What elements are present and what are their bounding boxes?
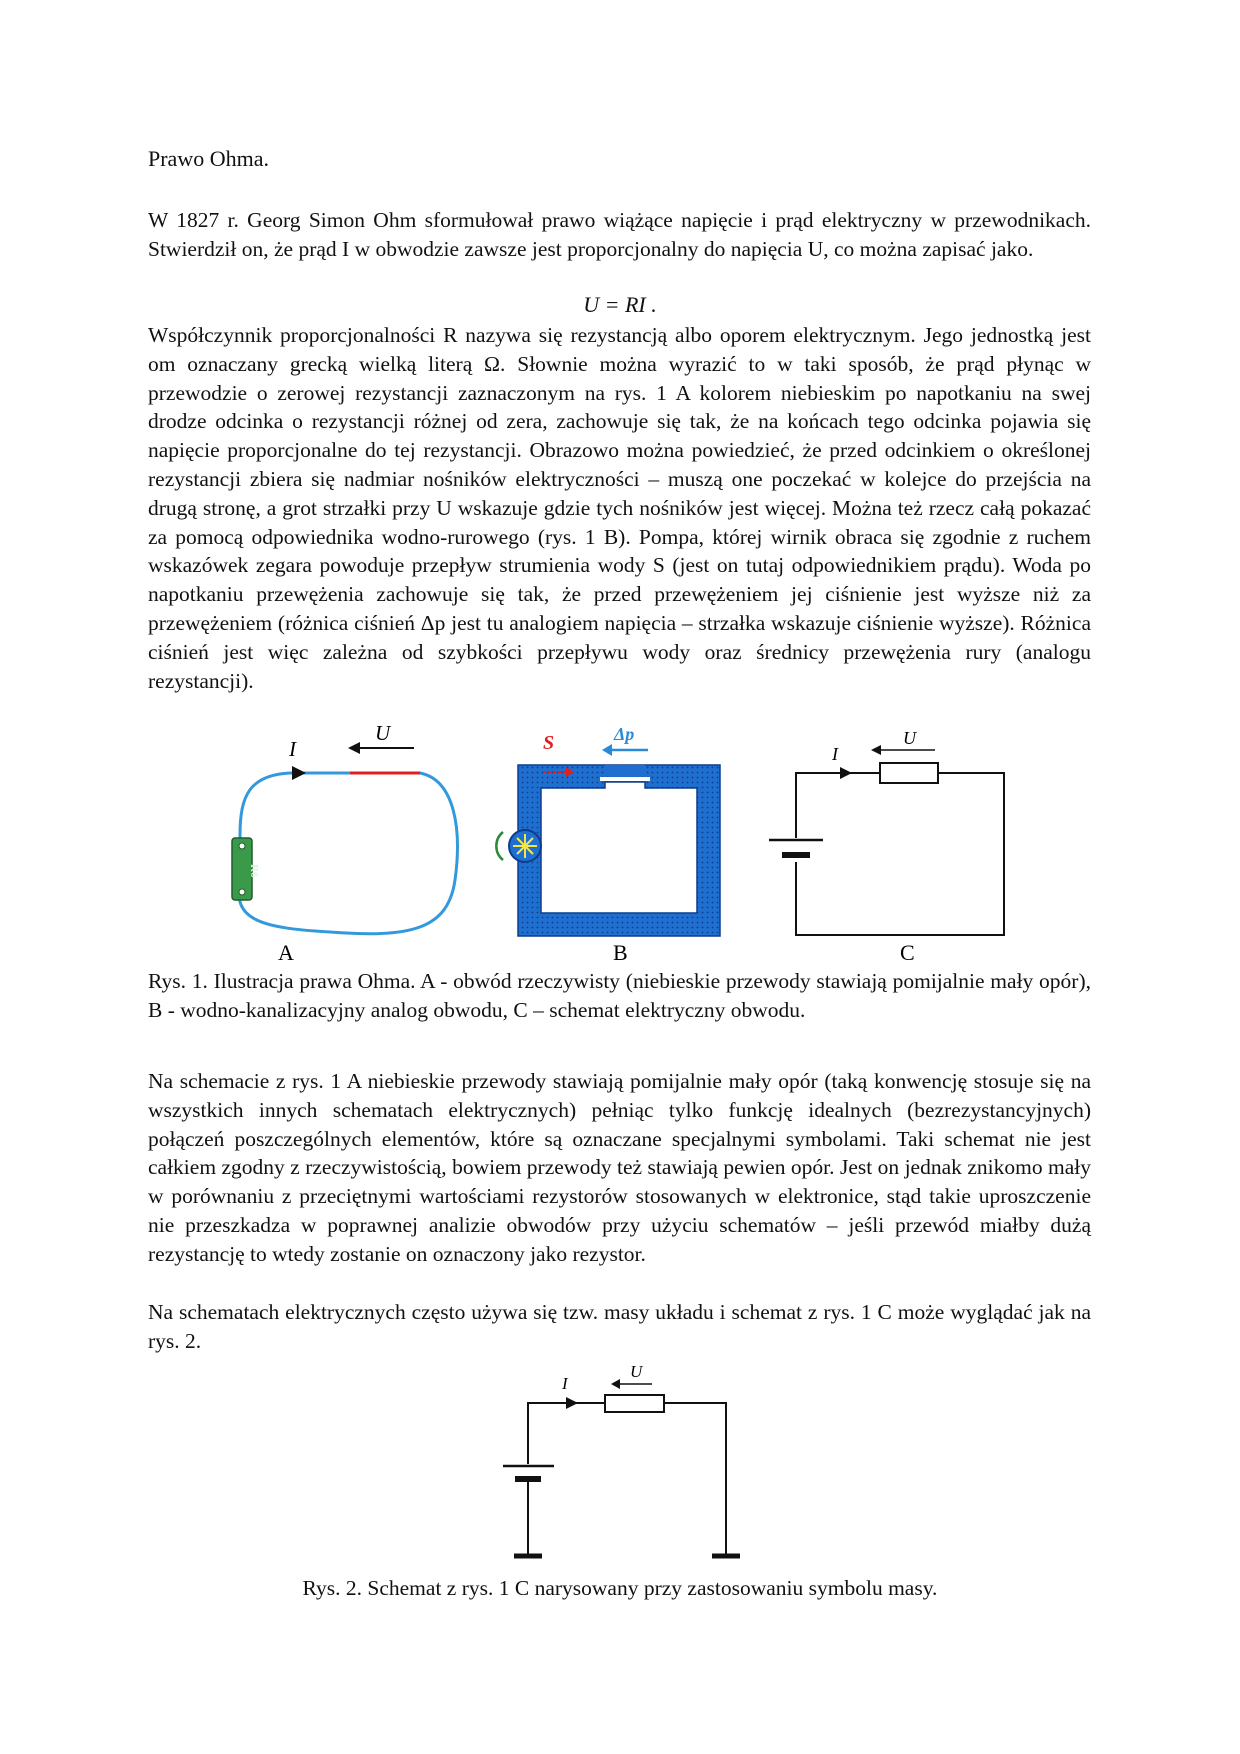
current-arrow-head [292, 766, 306, 780]
voltage-arrow-head-a [348, 742, 360, 754]
figure-1b-label: B [613, 940, 628, 965]
voltage-arrow-head-c [871, 745, 881, 755]
page-title: Prawo Ohma. [148, 146, 269, 171]
current-label-a: I [289, 737, 296, 761]
pressure-label: Δp [614, 724, 635, 744]
fig2-wire-right [664, 1403, 726, 1555]
schematic-wire-left [796, 773, 880, 838]
paragraph-resistance: Współczynnik proporcjonalności R nazywa się rezystancją albo oporem elektrycznym. Jego jednostką jest om oznaczany grecką wielką literą Ω. Słownie można wyrazić to w taki sposób, że prąd płynąc w przewodzie o zerowej rezystancji zaznaczonym na rys. 1 A kolorem niebieskim po napotkaniu na swej drodze odcinka o rezystancji różnej od zera, zachowuje się tak, że na końcach tego odcinka pojawia się napięcie proporcjonalne do tej rezystancji. Obrazowo można powiedzieć, że przed odcinkiem o określonej rezystancji zbiera się nadmiar nośników elektryczności – muszą one poczekać w kolejce do przejścia na drugą stronę, a grot strzałki przy U wskazuje gdzie tych nośników jest więcej. Można też rzecz całą pokazać za pomocą odpowiednika wodno-rurowego (rys. 1 B). Pompa, której wirnik obraca się zgodnie z ruchem wskazówek zegara powoduje przepływ strumienia wody S (jest on tutaj odpowiednikiem prądu). Woda po napotkaniu przewężenia zachowuje się tak, że przed przewężeniem jej ciśnienie jest wyższe niż za przewężeniem (różnica ciśnień Δp jest tu analogiem napięcia – strzałka wskazuje ciśnienie wyższe). Różnica ciśnień jest więc zależna od szybkości przepływu wody oraz średnicy przewężenia rury (analogu rezystancji). [148, 323, 1091, 693]
battery-terminal-top [239, 843, 245, 849]
pipe-frame [518, 765, 720, 936]
voltage-label-a: U [375, 721, 391, 745]
battery-terminal-bottom [239, 889, 245, 895]
paragraph-ground: Na schematach elektrycznych często używa się tzw. masy układu i schemat z rys. 1 C może wyglądać jak na rys. 2. [148, 1300, 1091, 1353]
fig2-voltage-label: U [630, 1362, 643, 1381]
fig2-current-label: I [562, 1374, 568, 1393]
flow-label: S [543, 732, 555, 754]
figure-1a-label: A [278, 940, 294, 965]
rotation-arrow-icon [496, 832, 503, 860]
fig2-resistor [605, 1395, 664, 1412]
battery-marking: R6 [248, 864, 260, 878]
figure-1a-real-circuit [232, 721, 457, 965]
figure-2-caption: Rys. 2. Schemat z rys. 1 C narysowany przy zastosowaniu symbolu masy. [302, 1576, 938, 1600]
figure-1c-label: C [900, 940, 915, 965]
schematic-wire-right [796, 773, 1004, 935]
figure-1b-water-analogue [496, 724, 720, 965]
figure-1c-schematic [769, 745, 1004, 935]
fig2-current-arrow-head [566, 1397, 578, 1409]
fig2-voltage-arrow-head [611, 1379, 620, 1389]
pressure-arrow-head [602, 744, 612, 756]
schematic-resistor [880, 763, 938, 783]
voltage-label-c: U [903, 728, 916, 748]
wire-loop [239, 773, 458, 934]
current-label-c: I [832, 744, 838, 764]
ohm-formula: U = RI . [583, 292, 657, 317]
pipe-constriction [605, 765, 645, 775]
paragraph-intro: W 1827 r. Georg Simon Ohm sformułował prawo wiążące napięcie i prąd elektryczny w przewodnikach. Stwierdził on, że prąd I w obwodzie zawsze jest proporcjonalny do napięcia U, co można zapisać jako. [148, 208, 1091, 261]
figure-2 [0, 1360, 1240, 1570]
paragraph-schematic: Na schemacie z rys. 1 A niebieskie przewody stawiają pomijalnie mały opór (taką konwencję stosuje się na wszystkich innych schematach elektrycznych) pełniąc tylko funkcję idealnych (bezrezystancyjnych) połączeń poszczególnych elementów, które są oznaczane specjalnymi symbolami. Taki schemat nie jest całkiem zgodny z rzeczywistością, bowiem przewody też stawiają pewien opór. Jest on jednak znikomo mały w porównaniu z przeciętnymi wartościami rezystorów stosowanych w elektronice, stąd takie uproszczenie nie przeszkadza w poprawnej analizie obwodów przy użyciu schematów – jeśli przewód miałby dużą rezystancję to wtedy zostanie on oznaczony jako rezystor. [148, 1069, 1091, 1266]
fig2-wire-left [528, 1403, 605, 1464]
current-arrow-head-c [840, 767, 852, 779]
figure-1-caption: Rys. 1. Ilustracja prawa Ohma. A - obwód rzeczywisty (niebieskie przewody stawiają pomijalnie mały opór), B - wodno-kanalizacyjny analog obwodu, C – schemat elektryczny obwodu. [148, 969, 1091, 1022]
figure-1 [0, 720, 1240, 965]
